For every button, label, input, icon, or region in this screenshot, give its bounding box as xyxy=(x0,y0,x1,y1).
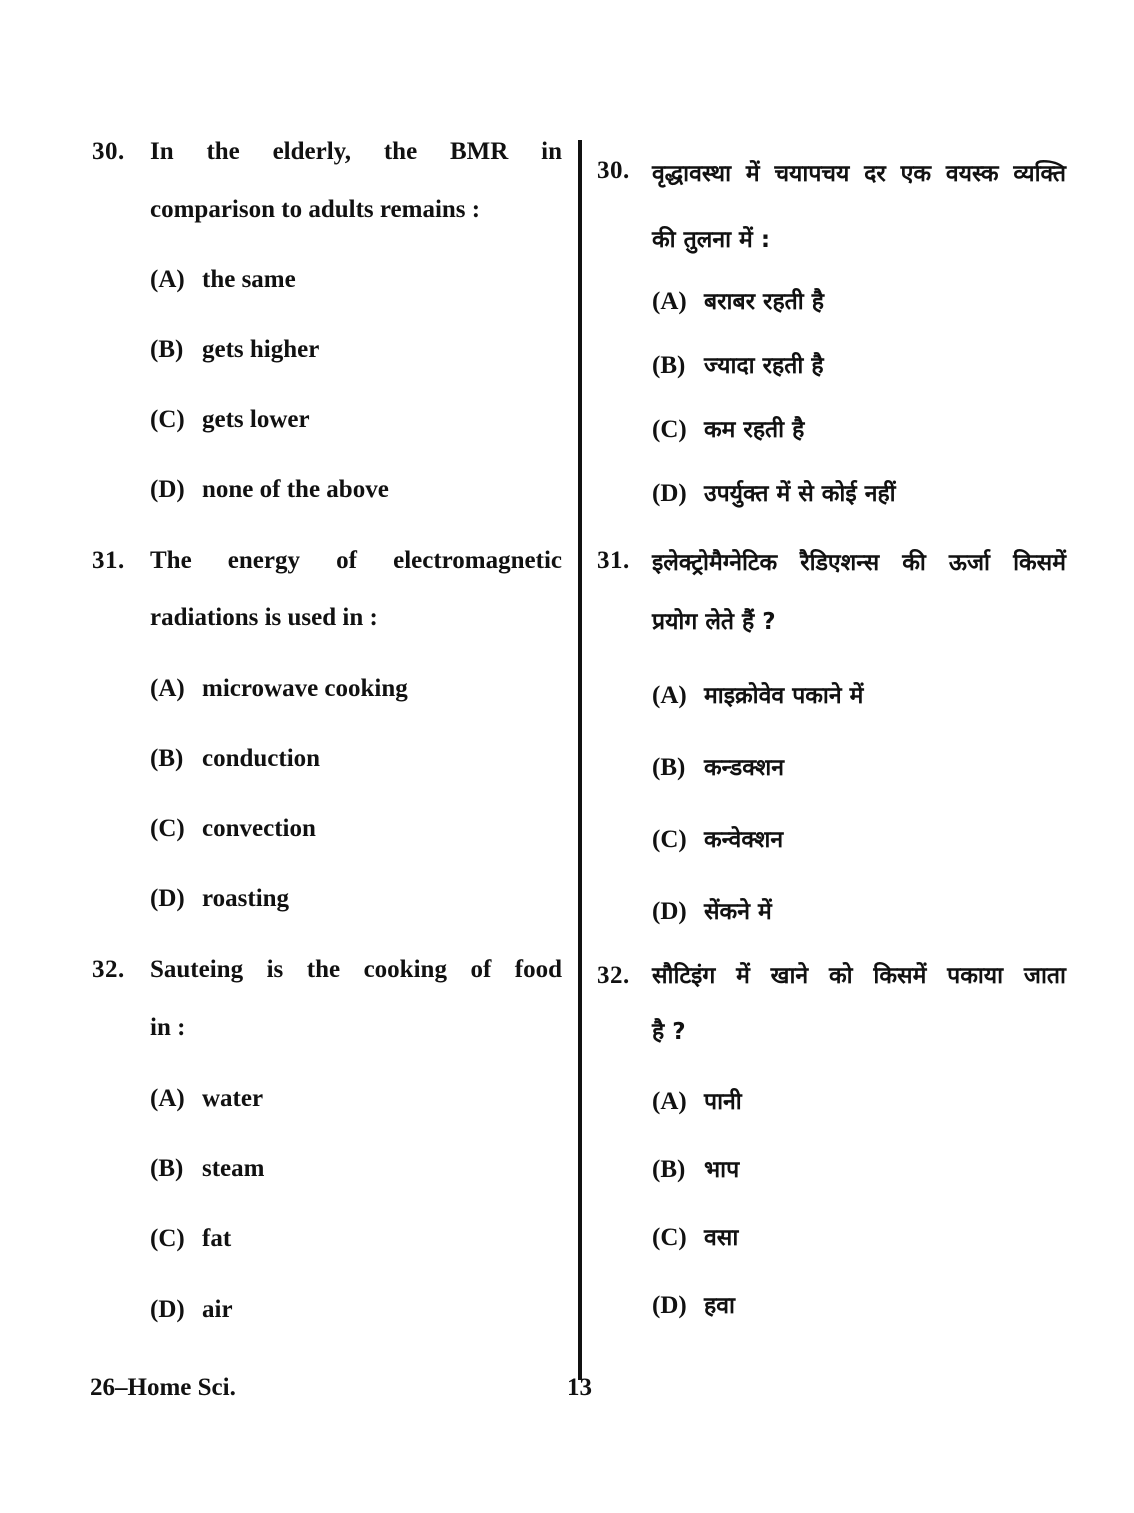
question-text-line: प्रयोग लेते हैं ? xyxy=(652,609,776,635)
option-b xyxy=(150,745,320,773)
option-letter: (A) xyxy=(652,288,687,315)
option-letter: (D) xyxy=(652,480,687,507)
option-letter: (B) xyxy=(652,352,686,379)
option-text: fat xyxy=(202,1225,232,1252)
option-letter: (B) xyxy=(150,745,184,772)
footer-page-number: 13 xyxy=(567,1374,592,1401)
option-text: water xyxy=(202,1085,264,1112)
option-a xyxy=(652,678,863,710)
option-text: कम रहती है xyxy=(704,417,805,443)
question-number: 31. xyxy=(92,547,125,574)
option-letter: (D) xyxy=(652,1292,687,1319)
option-text: conduction xyxy=(202,745,321,772)
option-letter: (C) xyxy=(652,826,687,853)
option-text: the same xyxy=(202,266,296,293)
question-number: 31. xyxy=(597,547,630,574)
option-d xyxy=(652,476,896,508)
option-c xyxy=(150,406,310,434)
option-text: सेंकने में xyxy=(704,899,772,925)
option-text: air xyxy=(202,1296,233,1323)
option-text: भाप xyxy=(704,1157,740,1183)
option-b xyxy=(150,1155,264,1183)
option-text: पानी xyxy=(704,1089,742,1115)
question-text-line: वृद्धावस्था में चयापचय दर एक वयस्क व्यक्ति xyxy=(652,161,1066,187)
option-text: माइक्रोवेव पकाने में xyxy=(704,683,864,709)
option-text: कन्वेक्शन xyxy=(704,827,784,853)
option-b xyxy=(150,336,319,364)
option-letter: (A) xyxy=(150,266,185,293)
option-letter: (D) xyxy=(150,476,185,503)
question-text-line: इलेक्ट्रोमैग्नेटिक रैडिएशन्स की ऊर्जा किसमें xyxy=(652,550,1066,576)
option-letter: (A) xyxy=(652,1088,687,1115)
option-d xyxy=(652,894,772,926)
option-text: convection xyxy=(202,815,316,842)
question-number: 32. xyxy=(597,962,630,989)
option-letter: (C) xyxy=(652,1224,687,1251)
option-letter: (B) xyxy=(652,754,686,781)
option-c xyxy=(652,412,804,444)
option-d xyxy=(150,885,289,913)
option-c xyxy=(150,1225,231,1253)
option-letter: (D) xyxy=(150,885,185,912)
option-letter: (C) xyxy=(652,416,687,443)
option-text: ज्यादा रहती है xyxy=(704,353,824,379)
option-d xyxy=(652,1288,735,1320)
question-number: 30. xyxy=(597,157,630,184)
option-letter: (B) xyxy=(150,336,184,363)
option-letter: (B) xyxy=(150,1155,184,1182)
option-letter: (C) xyxy=(150,1225,185,1252)
question-text-line: है ? xyxy=(652,1019,686,1045)
option-text: roasting xyxy=(202,885,290,912)
option-text: gets higher xyxy=(202,336,320,363)
question-number: 32. xyxy=(92,956,125,983)
option-text: none of the above xyxy=(202,476,389,503)
option-a xyxy=(150,266,296,294)
option-text: बराबर रहती है xyxy=(704,289,824,315)
question-text-line: Sauteing is the cooking of food xyxy=(150,956,562,983)
option-a xyxy=(150,675,408,703)
option-letter: (A) xyxy=(150,1085,185,1112)
option-b xyxy=(652,348,824,380)
option-letter: (D) xyxy=(150,1296,185,1323)
footer-paper-code: 26–Home Sci. xyxy=(90,1374,236,1401)
option-text: कन्डक्शन xyxy=(704,755,785,781)
question-text-line: की तुलना में : xyxy=(652,227,771,253)
option-b xyxy=(652,1152,739,1184)
question-number: 30. xyxy=(92,138,125,165)
option-b xyxy=(652,750,784,782)
question-text-line: The energy of electromagnetic xyxy=(150,547,562,574)
question-text-line: सौटिइंग में खाने को किसमें पकाया जाता xyxy=(652,963,1066,989)
option-letter: (C) xyxy=(150,406,185,433)
option-a xyxy=(150,1085,263,1113)
option-d xyxy=(150,476,389,504)
option-text: microwave cooking xyxy=(202,675,408,702)
option-c xyxy=(652,1220,738,1252)
option-d xyxy=(150,1296,233,1324)
option-text: gets lower xyxy=(202,406,310,433)
question-text-line: radiations is used in : xyxy=(150,604,378,631)
option-c xyxy=(150,815,316,843)
option-text: steam xyxy=(202,1155,265,1182)
option-letter: (D) xyxy=(652,898,687,925)
question-text-line: in : xyxy=(150,1014,186,1041)
option-letter: (B) xyxy=(652,1156,686,1183)
question-text-line: In the elderly, the BMR in xyxy=(150,138,562,165)
option-letter: (A) xyxy=(652,682,687,709)
option-letter: (C) xyxy=(150,815,185,842)
column-divider xyxy=(578,140,582,1380)
option-letter: (A) xyxy=(150,675,185,702)
option-a xyxy=(652,1084,742,1116)
option-a xyxy=(652,284,824,316)
question-text-line: comparison to adults remains : xyxy=(150,196,481,223)
option-text: हवा xyxy=(704,1293,735,1319)
option-text: वसा xyxy=(704,1225,739,1251)
option-text: उपर्युक्त में से कोई नहीं xyxy=(704,481,896,507)
option-c xyxy=(652,822,783,854)
